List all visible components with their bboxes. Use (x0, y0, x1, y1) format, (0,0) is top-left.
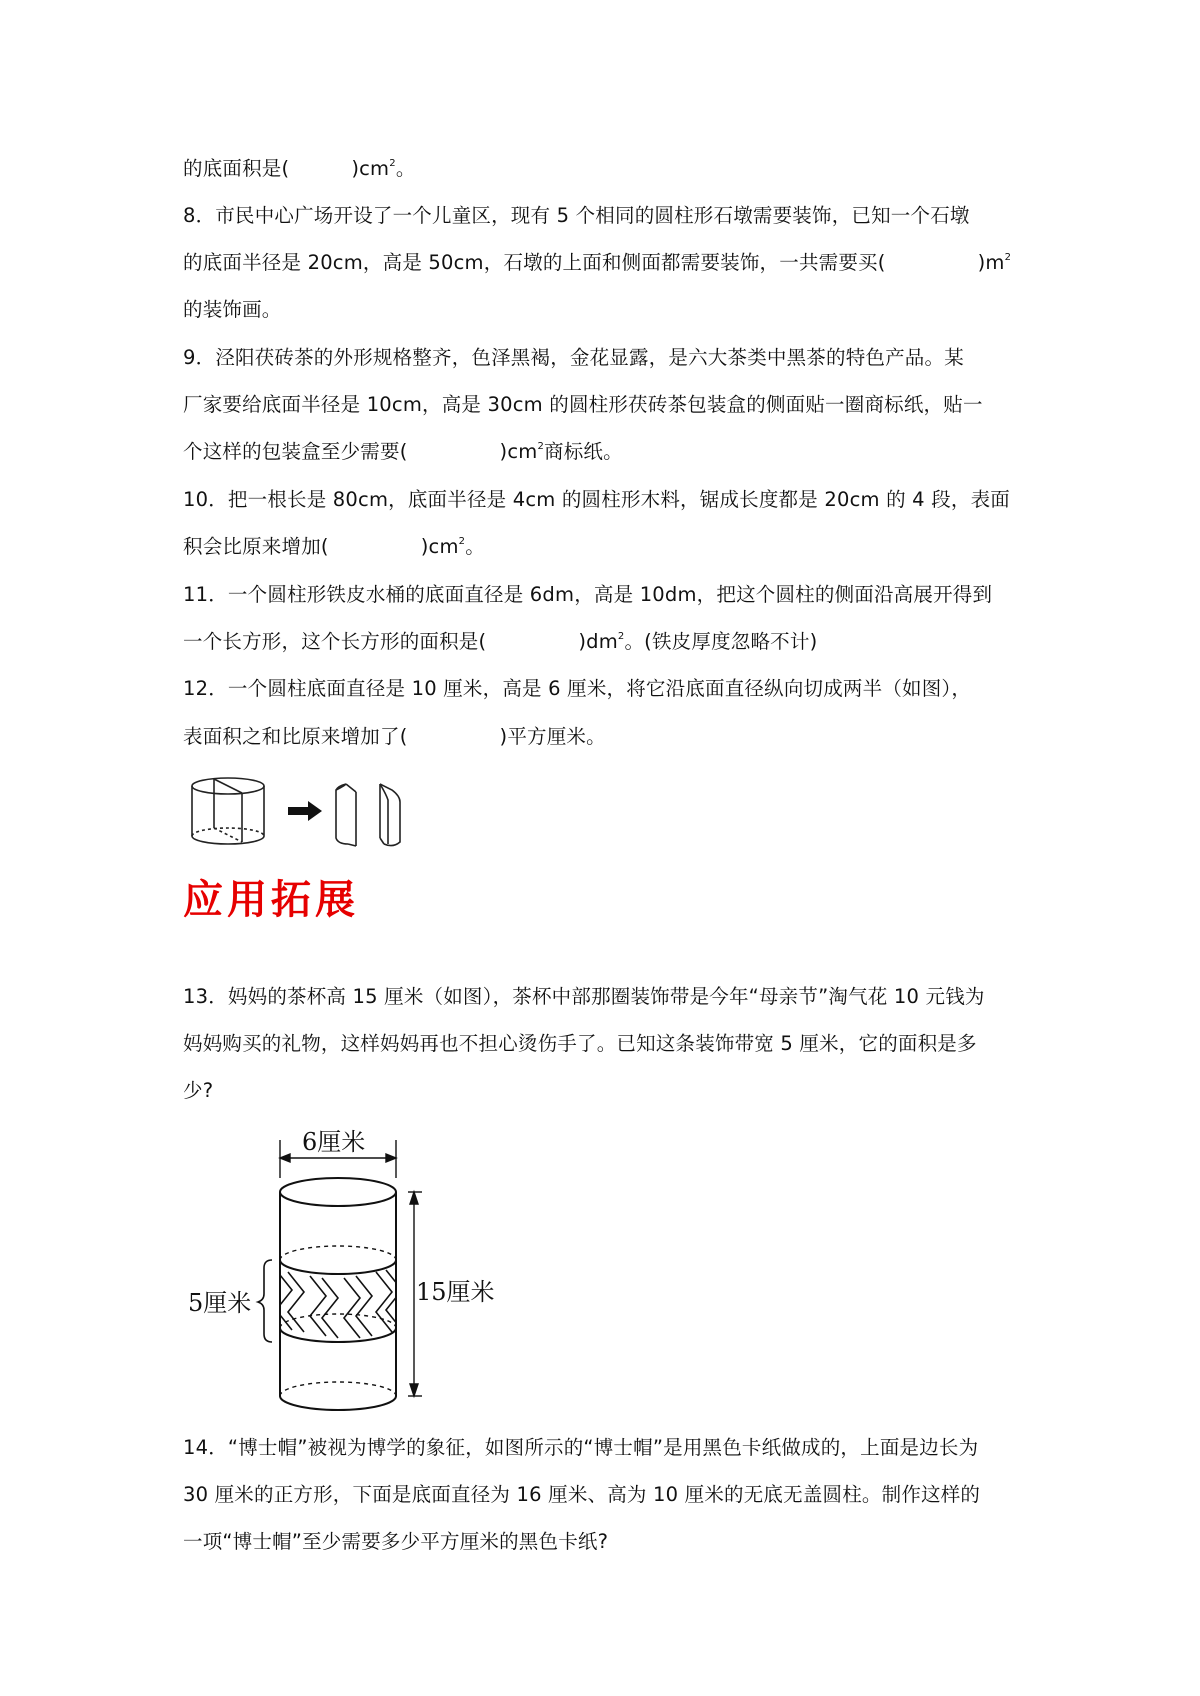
q11-sup: 2 (617, 631, 625, 642)
q7-line-tail (183, 155, 416, 183)
q7-text: 的底面积是( (183, 157, 290, 180)
q8-sup: 2 (1004, 252, 1012, 263)
q9-unit: )cm (499, 440, 538, 463)
q12-line-1: 12．一个圆柱底面直径是 10 厘米，高是 6 厘米，将它沿底面直径纵向切成两半（如图）， (183, 677, 972, 700)
q10-line-1: 10．把一根长是 80cm，底面半径是 4cm 的圆柱形木料，锯成长度都是 20cm 的 4 段，表面 (183, 488, 1010, 511)
q10-unit: )cm (420, 535, 459, 558)
q9-text: 个这样的包装盒至少需要( (183, 440, 408, 463)
q10-text: 积会比原来增加( (183, 535, 329, 558)
tea-cup-figure (180, 1118, 510, 1428)
q12-text: 表面积之和比原来增加了( (183, 725, 408, 748)
q13-line-1: 13．妈妈的茶杯高 15 厘米（如图），茶杯中部那圈装饰带是今年“母亲节”淘气花 10 元钱为 (183, 985, 985, 1008)
q9-line-1: 9．泾阳茯砖茶的外形规格整齐，色泽黑褐，金花显露，是六大茶类中黑茶的特色产品。某 (183, 346, 964, 369)
q7-end: 。 (395, 157, 416, 180)
q14-line-2: 30 厘米的正方形，下面是底面直径为 16 厘米、高为 10 厘米的无底无盖圆柱。制作这样的 (183, 1483, 981, 1506)
cup-top-label: 6厘米 (302, 1128, 366, 1156)
q11-end: 。(铁皮厚度忽略不计) (624, 630, 818, 653)
q11-text: 一个长方形，这个长方形的面积是( (183, 630, 487, 653)
cup-left-label: 5厘米 (188, 1289, 252, 1317)
q11-line-2 (183, 628, 817, 656)
q10-end: 。 (465, 535, 485, 558)
cup-right-label: 15厘米 (416, 1278, 495, 1306)
q8-text: 的底面半径是 20cm，高是 50cm，石墩的上面和侧面都需要装饰，一共需要买( (183, 251, 886, 274)
q9-sup: 2 (537, 441, 545, 452)
q11-unit: )dm (578, 630, 618, 653)
q7-sup: 2 (389, 158, 396, 169)
q8-unit: )m (977, 251, 1005, 274)
q14-line-1: 14．“博士帽”被视为博学的象征，如图所示的“博士帽”是用黑色卡纸做成的，上面是边长为 (183, 1436, 979, 1459)
q9-line-2: 厂家要给底面半径是 10cm，高是 30cm 的圆柱形茯砖茶包装盒的侧面贴一圈商标纸，贴一 (183, 393, 983, 416)
q8-line-3: 的装饰画。 (183, 298, 282, 321)
q9-line-3 (183, 438, 623, 466)
q8-line-1: 8．市民中心广场开设了一个儿童区，现有 5 个相同的圆柱形石墩需要装饰，已知一个石墩 (183, 204, 970, 227)
q9-end: 商标纸。 (544, 440, 623, 463)
q11-line-1: 11．一个圆柱形铁皮水桶的底面直径是 6dm，高是 10dm，把这个圆柱的侧面沿高展开得到 (183, 583, 993, 606)
q13-line-2: 妈妈购买的礼物，这样妈妈再也不担心烫伤手了。已知这条装饰带宽 5 厘米，它的面积是多 (183, 1032, 977, 1055)
q8-line-2 (183, 249, 1011, 277)
q13-line-3: 少? (183, 1079, 214, 1102)
q12-line-2 (183, 723, 606, 751)
q12-end: )平方厘米。 (499, 725, 606, 748)
q10-sup: 2 (458, 536, 466, 547)
q14-line-3: 一项“博士帽”至少需要多少平方厘米的黑色卡纸? (183, 1530, 609, 1553)
q7-unit: )cm (351, 157, 390, 180)
section-heading: 应用拓展 (183, 876, 359, 923)
cut-cylinder-figure (188, 776, 438, 848)
q10-line-2 (183, 533, 485, 561)
